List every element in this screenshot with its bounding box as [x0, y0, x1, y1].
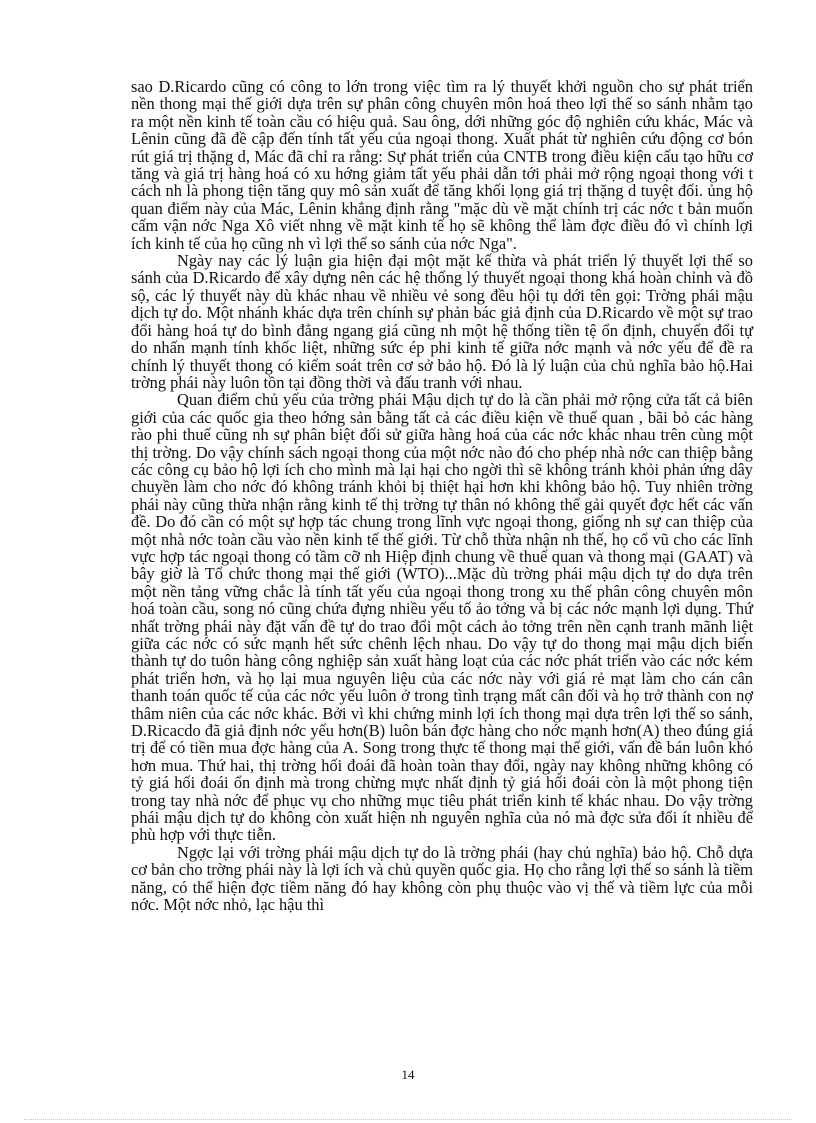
- paragraph-continuation: sao D.Ricardo cũng có công to lớn trong việc tìm ra lý thuyết khởi nguồn cho sự phát triển nền thong mại thế giới dựa trên sự phân công chuyên môn hoá theo lợi thế so sánh nhằm tạo ra một nền kinh tế toàn cầu có hiệu quả. Sau ông, dới những góc độ nghiên cứu khác, Mác và Lênin cũng đã đề cập đến tính tất yếu của ngoại thong. Xuất phát từ nghiên cứu động cơ bón rút giá trị thặng d, Mác đã chỉ ra rằng: Sự phát triển của CNTB trong điều kiện cấu tạo hữu cơ tăng và giá trị hàng hoá có xu hớng giảm tất yếu phải dẫn tới phải mở rộng ngoại thong với t cách nh là phong tiện tăng quy mô sản xuất để tăng khối lọng giá trị thặng d tuyệt đối. ủng hộ quan điểm này của Mác, Lênin khẳng định rằng "mặc dù về mặt chính trị các nớc t bản muốn cấm vận nớc Nga Xô viết nhng về mặt kinh tế họ sẽ không thể làm đợc điều đó vì chính lợi ích kinh tế của họ cũng nh vì lợi thế so sánh của nớc Nga".: [131, 77, 753, 253]
- paragraph-free-trade-school: Quan điểm chủ yếu của trờng phái Mậu dịch tự do là cần phải mở rộng cửa tất cả biên giới của các quốc gia theo hớng sản bằng tất cả các điều kiện về thuế quan , bãi bỏ các hàng rào phi thuế cũng nh sự phân biệt đối sử giữa hàng hoá của các nớc khác nhau trên cùng một thị trờng. Do vậy chính sách ngoại thong của một nớc nào đó cho phép nhà nớc can thiệp bằng các công cụ bảo hộ lợi ích cho mình mà lại hại cho ngời thì sẽ không tránh khỏi phản ứng dây chuyền làm cho nớc đó không tránh khỏi bị thiệt hại hơn khi không bảo hộ. Tuy nhiên trờng phái này cũng thừa nhận rằng kinh tế thị trờng tự thân nó không thể gải quyết đợc hết các vấn đề. Do đó cần có một sự hợp tác chung trong lĩnh vực ngoại thong, giống nh sự can thiệp của một nhà nớc toàn cầu vào nền kinh tế thế giới. Từ chỗ thừa nhận nh thế, họ cổ vũ cho các lĩnh vực hợp tác ngoại thong có tầm cỡ nh Hiệp định chung về thuế quan và thong mại (GAAT) và bây giờ là Tổ chức thong mại thế giới (WTO)...Mặc dù trờng phái mậu dịch tự do dựa trên một nền tảng vững chắc là tính tất yếu của ngoại thong trong xu thế phân công chuyên môn hoá toàn cầu, song nó cũng chứa đựng nhiều yếu tố ảo tởng và bị các nớc mạnh lợi dụng. Thứ nhất trờng phái này đặt vấn đề tự do trao đổi một cách ảo tởng trên nền cạnh tranh mãnh liệt giữa các nớc có sức mạnh hết sức chênh lệch nhau. Do vậy tự do thong mại mậu dịch biến thành tự do tuôn hàng công nghiệp sản xuất hàng loạt của các nớc phát triển vào các nớc kém phát triển hơn, và họ lại mua nguyên liệu của các nớc này với giá rẻ mạt làm cho cán cân thanh toán quốc tế của các nớc yếu luôn ở trong tình trạng mất cân đối và họ trở thành con nợ thâm niên của các nớc khác. Bởi vì khi chứng minh lợi ích thong mại dựa trên lợi thế so sánh, D.Ricacdo đã giả định nớc yếu hơn(B) luôn bán đợc hàng cho nớc mạnh hơn(A) theo đúng giá trị để có tiền mua đợc hàng của A. Song trong thực tế thong mại thế giới, vấn đề bán luôn khó hơn mua. Thứ hai, thị trờng hối đoái đã hoàn toàn thay đổi, ngày nay không những không có tỷ giá hối đoái ổn định mà trong chừng mực nhất định tỷ giá hối đoái còn là một phong tiện trong tay nhà nớc để phục vụ cho những mục tiêu phát triển kinh tế khác nhau. Do vậy trờng phái mậu dịch tự do không còn xuất hiện nh nguyên nghĩa của nó mà đợc sửa đổi ít nhiều để phù hợp với thực tiễn.: [131, 390, 753, 845]
- paragraph-modern-theories: Ngày nay các lý luận gia hiện đại một mặt kế thừa và phát triển lý thuyết lợi thế so sánh của D.Ricardo để xây dựng nên các hệ thống lý thuyết ngoại thong khá hoàn chỉnh và đồ sộ, các lý thuyết này dù khác nhau về nhiều vẻ song đều hội tụ dới tên gọi: Trờng phái mậu dịch tự do. Một nhánh khác dựa trên chính sự phản bác giả định của D.Ricardo về một sự trao đổi hàng hoá tự do bình đẳng ngang giá cũng nh một hệ thống tiền tệ ổn định, chuyển đổi tự do nhấn mạnh tính khốc liệt, những sức ép phi kinh tế giữa nớc mạnh và nớc yếu để đề ra chính lý thuyết thong có kiểm soát trên cơ sở bảo hộ. Đó là lý luận của chủ nghĩa bảo hộ.Hai trờng phái này luôn tồn tại đồng thời và đấu tranh với nhau.: [131, 251, 753, 392]
- body-text: [131, 78, 753, 914]
- paragraph-protectionism: Ngợc lại với trờng phái mậu dịch tự do là trờng phái (hay chủ nghĩa) bảo hộ. Chỗ dựa cơ bản cho trờng phái này là lợi ích và chủ quyền quốc gia. Họ cho rằng lợi thế so sánh là tiềm năng, có thể hiện đợc tiềm năng đó hay không còn phụ thuộc vào vị thế và tiềm lực của mỗi nớc. Một nớc nhỏ, lạc hậu thì: [131, 842, 753, 915]
- page-bottom-divider: [24, 1119, 792, 1120]
- page-number: 14: [401, 1067, 415, 1082]
